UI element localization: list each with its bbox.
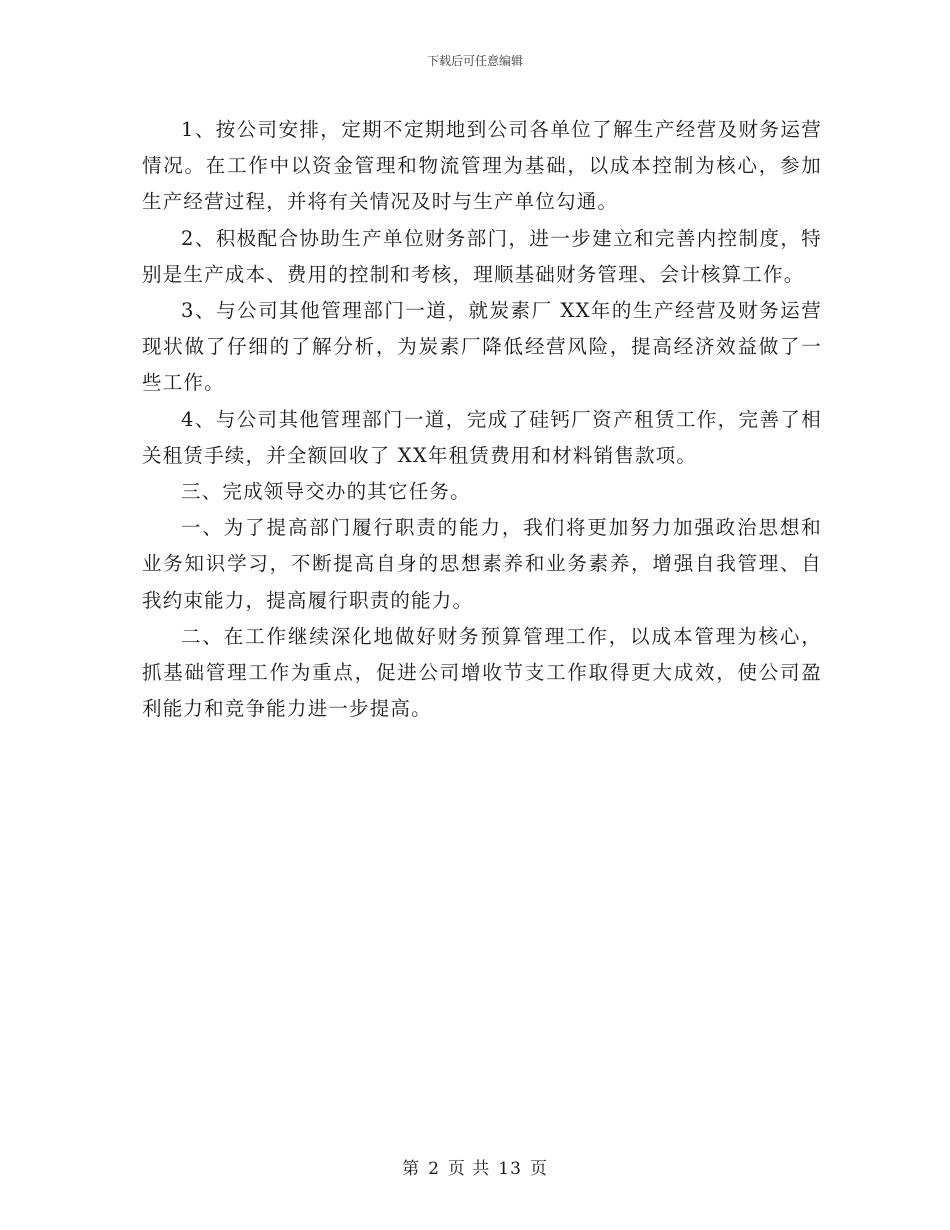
paragraph-3: 3、与公司其他管理部门一道，就炭素厂 XX年的生产经营及财务运营现状做了仔细的了解分析，为炭素厂降低经营风险，提高经济效益做了一些工作。 [142, 299, 822, 395]
paragraph-plan-2: 二、在工作继续深化地做好财务预算管理工作，以成本管理为核心，抓基础管理工作为重点，促进公司增收节支工作取得更大成效，使公司盈利能力和竞争能力进一步提高。 [142, 624, 822, 721]
document-body [142, 112, 822, 727]
footer-middle: 页 共 [447, 1159, 491, 1179]
footer-total-pages: 13 [498, 1159, 522, 1179]
page-footer [0, 1154, 950, 1179]
section-heading-3: 三、完成领导交办的其它任务。 [181, 480, 471, 504]
paragraph-plan-1: 一、为了提高部门履行职责的能力，我们将更加努力加强政治思想和业务知识学习，不断提高自身的思想素养和业务素养，增强自我管理、自我约束能力，提高履行职责的能力。 [142, 516, 822, 612]
footer-page-number: 2 [428, 1159, 440, 1179]
paragraph-1: 1、按公司安排，定期不定期地到公司各单位了解生产经营及财务运营情况。在工作中以资金管理和物流管理为基础，以成本控制为核心，参加生产经营过程，并将有关情况及时与生产单位勾通。 [142, 118, 822, 214]
footer-suffix: 页 [529, 1159, 548, 1179]
paragraph-4: 4、与公司其他管理部门一道，完成了硅钙厂资产租赁工作，完善了相关租赁手续，并全额回收了 XX年租赁费用和材料销售款项。 [142, 407, 822, 467]
paragraph-2: 2、积极配合协助生产单位财务部门，进一步建立和完善内控制度，特别是生产成本、费用的控制和考核，理顺基础财务管理、会计核算工作。 [142, 226, 822, 286]
page-header: 下载后可任意编辑 [426, 54, 523, 68]
footer-prefix: 第 [402, 1159, 421, 1179]
